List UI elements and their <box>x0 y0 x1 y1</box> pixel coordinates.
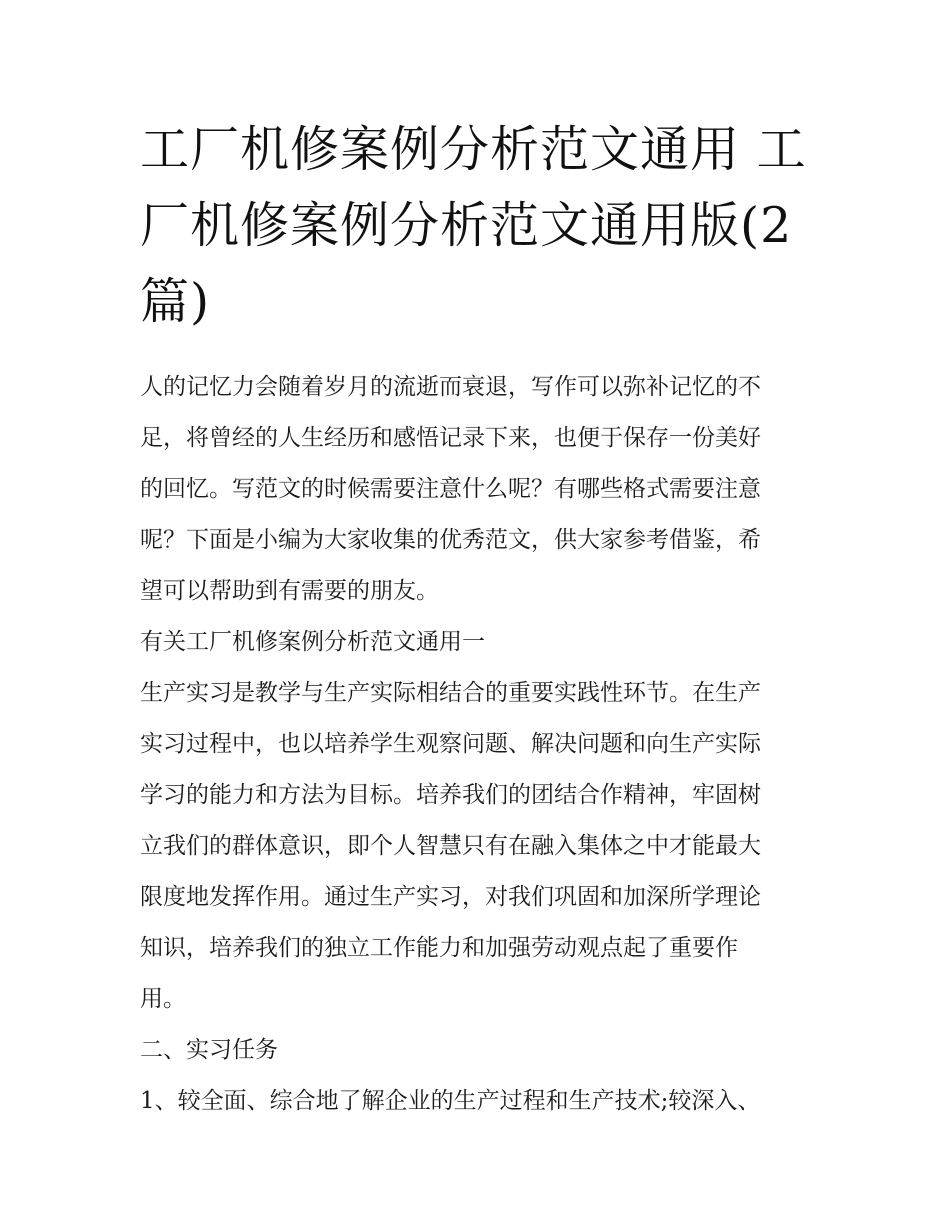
practice-paragraph <box>140 668 820 1025</box>
body-line-4: 立我们的群体意识，即个人智慧只有在融入集体之中才能最大 <box>140 833 761 859</box>
body-line-5: 限度地发挥作用。通过生产实习，对我们巩固和加深所学理论 <box>140 884 761 910</box>
body-line-2: 实习过程中，也以培养学生观察问题、解决问题和向生产实际 <box>140 731 761 757</box>
body-line-1: 生产实习是教学与生产实际相结合的重要实践性环节。在生产 <box>140 680 761 706</box>
intro-line-4: 呢？下面是小编为大家收集的优秀范文，供大家参考借鉴，希 <box>140 527 761 553</box>
document-body <box>140 362 820 1127</box>
document-title <box>140 112 820 340</box>
document-page <box>140 112 820 1127</box>
intro-paragraph <box>140 362 820 617</box>
title-line-3: 篇) <box>140 273 211 330</box>
title-line-2: 厂机修案例分析范文通用版(2 <box>140 197 793 254</box>
title-line-1: 工厂机修案例分析范文通用 工 <box>140 121 807 178</box>
task-line-1: 1、较全面、综合地了解企业的生产过程和生产技术;较深入、 <box>140 1088 761 1114</box>
intro-line-1: 人的记忆力会随着岁月的流逝而衰退，写作可以弥补记忆的不 <box>140 374 761 400</box>
body-line-6: 知识，培养我们的独立工作能力和加强劳动观点起了重要作 <box>140 935 738 961</box>
subheading-tasks: 二、实习任务 <box>140 1037 278 1063</box>
tasks-paragraph <box>140 1076 820 1127</box>
intro-line-3: 的回忆。写范文的时候需要注意什么呢？有哪些格式需要注意 <box>140 476 761 502</box>
intro-line-2: 足，将曾经的人生经历和感悟记录下来，也便于保存一份美好 <box>140 425 761 451</box>
body-line-3: 学习的能力和方法为目标。培养我们的团结合作精神，牢固树 <box>140 782 761 808</box>
body-line-7: 用。 <box>140 986 186 1012</box>
intro-line-5: 望可以帮助到有需要的朋友。 <box>140 578 439 604</box>
section-heading: 有关工厂机修案例分析范文通用一 <box>140 629 485 655</box>
